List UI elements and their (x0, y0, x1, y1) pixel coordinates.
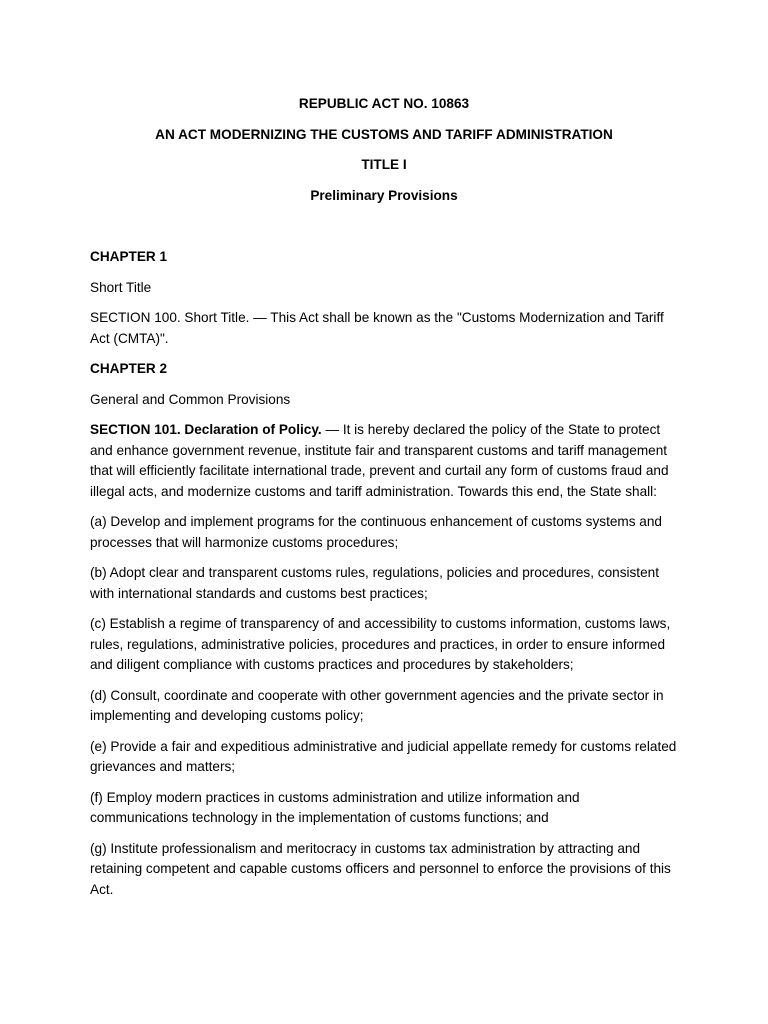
policy-item-e: (e) Provide a fair and expeditious administrative and judicial appellate remedy for customs related grievances and matters; (90, 738, 677, 774)
section-101-body: — It is hereby declared the policy of the State to protect and enhance government revenue, institute fair and transparent customs and tariff management that will efficiently facilitate international trade, prevent and curtail any form of customs fraud and illegal acts, and modernize customs and tariff administration. Towards this end, the State shall: (90, 422, 669, 499)
section-100: SECTION 100. Short Title. — This Act shall be known as the "Customs Modernization and Tariff Act (CMTA)". (90, 310, 664, 346)
policy-item-f: (f) Employ modern practices in customs administration and utilize information and communications technology in the implementation of customs functions; and (90, 789, 580, 825)
chapter-2-subtitle: General and Common Provisions (90, 391, 291, 407)
document-body (90, 94, 678, 910)
policy-item-d: (d) Consult, coordinate and cooperate with other government agencies and the private sector in implementing and developing customs policy; (90, 687, 664, 723)
policy-item-c: (c) Establish a regime of transparency of and accessibility to customs information, customs laws, rules, regulations, administrative policies, procedures and practices, in order to ensure informed and diligent compliance with customs practices and procedures by stakeholders; (90, 616, 671, 672)
section-101-heading: SECTION 101. Declaration of Policy. (90, 422, 322, 437)
chapter-1-subtitle: Short Title (90, 279, 152, 295)
chapter-2-heading: CHAPTER 2 (90, 361, 168, 376)
policy-item-a: (a) Develop and implement programs for the continuous enhancement of customs systems and processes that will harmonize customs procedures; (90, 514, 662, 550)
policy-item-b: (b) Adopt clear and transparent customs rules, regulations, policies and procedures, consistent with international standards and customs best practices; (90, 565, 659, 601)
chapter-1-heading: CHAPTER 1 (90, 249, 168, 264)
spacer (90, 216, 678, 247)
section-101 (90, 420, 678, 502)
title-name: Preliminary Provisions (310, 187, 458, 203)
act-number: REPUBLIC ACT NO. 10863 (298, 96, 470, 111)
policy-item-g: (g) Institute professionalism and meritocracy in customs tax administration by attracting and retaining competent and capable customs officers and personnel to enforce the provisions of this Act. (90, 840, 671, 897)
act-title: AN ACT MODERNIZING THE CUSTOMS AND TARIFF ADMINISTRATION (155, 126, 613, 142)
title-heading: TITLE I (361, 157, 407, 172)
